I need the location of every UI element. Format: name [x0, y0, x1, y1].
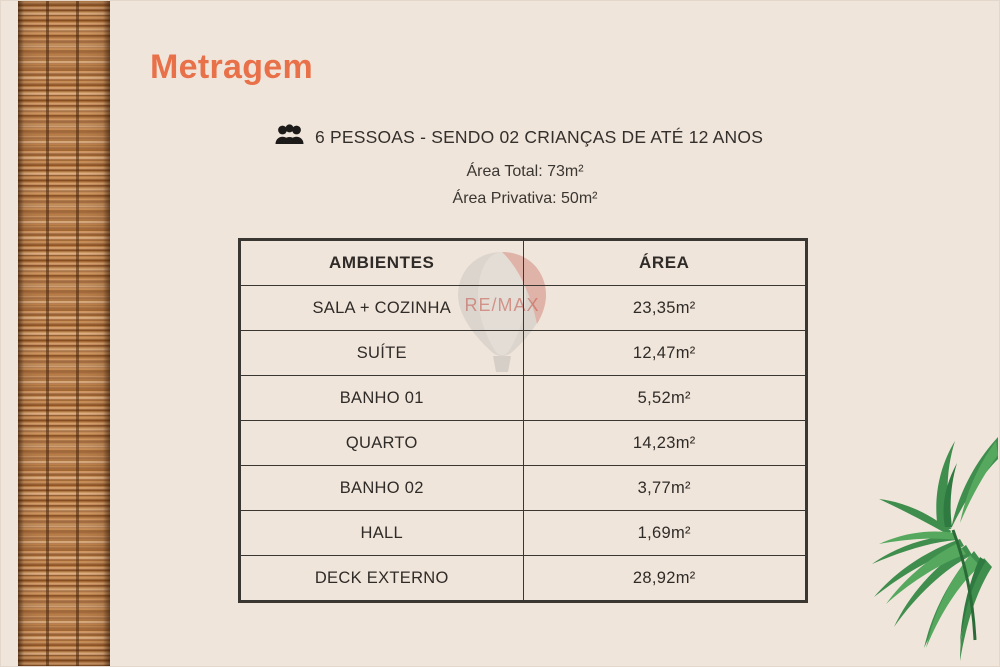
people-icon: [275, 124, 305, 151]
table-row: [241, 466, 806, 511]
wooden-slat-panel: [18, 0, 110, 667]
cell-area: 28,92m²: [523, 556, 806, 601]
table-row: [241, 556, 806, 601]
cell-area: 5,52m²: [523, 376, 806, 421]
table-row: [241, 331, 806, 376]
table-row: [241, 511, 806, 556]
page-title: Metragem: [150, 48, 314, 86]
cell-ambiente: QUARTO: [241, 421, 524, 466]
cell-area: 23,35m²: [523, 286, 806, 331]
cell-area: 3,77m²: [523, 466, 806, 511]
watermark-text: RE/MAX: [464, 295, 540, 315]
table-row: [241, 421, 806, 466]
wood-panel-right-shadow: [103, 0, 110, 667]
wood-panel-divider: [46, 0, 49, 667]
table-header-row: [241, 241, 806, 286]
cell-ambiente: DECK EXTERNO: [241, 556, 524, 601]
area-summary: [240, 158, 810, 212]
column-header-ambientes: AMBIENTES: [241, 241, 524, 286]
cell-ambiente: BANHO 02: [241, 466, 524, 511]
cell-ambiente: SUÍTE: [241, 331, 524, 376]
cell-area: 1,69m²: [523, 511, 806, 556]
occupancy-line: [275, 124, 763, 151]
cell-ambiente: HALL: [241, 511, 524, 556]
table-row: [241, 376, 806, 421]
private-area-label: Área Privativa: 50m²: [452, 190, 598, 207]
wood-panel-divider: [76, 0, 79, 667]
wood-grain-texture: [18, 0, 110, 667]
total-area-label: Área Total: 73m²: [466, 163, 584, 180]
cell-area: 14,23m²: [523, 421, 806, 466]
metragem-table: [238, 238, 808, 603]
wood-panel-left-shadow: [18, 0, 24, 667]
table-row: [241, 286, 806, 331]
cell-ambiente: BANHO 01: [241, 376, 524, 421]
column-header-area: ÁREA: [523, 241, 806, 286]
cell-area: 12,47m²: [523, 331, 806, 376]
occupancy-text: 6 PESSOAS - SENDO 02 CRIANÇAS DE ATÉ 12 ANOS: [315, 127, 764, 147]
cell-ambiente: SALA + COZINHA: [241, 286, 524, 331]
